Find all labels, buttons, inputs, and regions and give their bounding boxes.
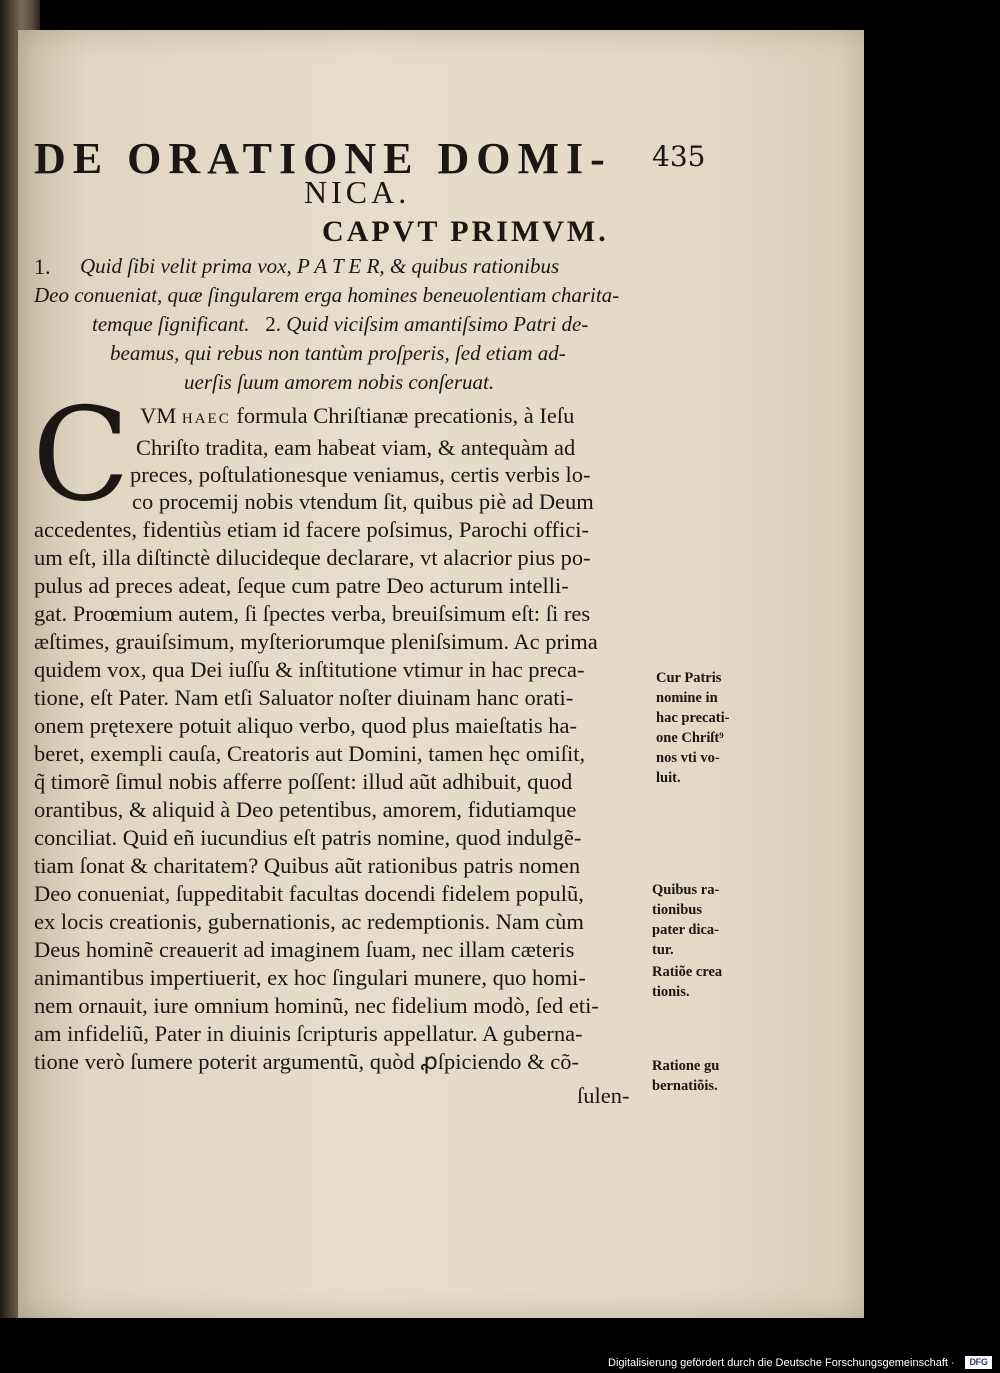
margin-note-line: one Chriſt⁹	[656, 730, 724, 746]
page-title: DE ORATIONE DOMI-	[34, 134, 612, 183]
body-line: q̃ timorẽ ſimul nobis afferre poſſent: illud aũt adhibuit, quod	[34, 769, 573, 794]
body-line: Deus hominẽ creauerit ad imaginem ſuam, nec illam cæteris	[34, 937, 575, 962]
margin-note-line: tionis.	[652, 984, 690, 1000]
body-line: animantibus impertiuerit, ex hoc ſingulari munere, quo homi-	[34, 965, 586, 990]
body-line: tiam ſonat & charitatem? Quibus aũt rationibus patris nomen	[34, 853, 581, 878]
body-line: gat. Proœmium autem, ſi ſpectes verba, breuiſsimum eſt: ſi res	[34, 601, 591, 626]
body-line: quidem vox, qua Dei iuſſu & inſtitutione vtimur in hac preca-	[34, 657, 585, 682]
summary-line: beamus, qui rebus non tantùm proſperis, ſed etiam ad-	[110, 341, 566, 365]
margin-note-line: Ratiõe crea	[652, 964, 723, 980]
body-line-text: formula Chriſtianæ precationis, à Ieſu	[236, 403, 575, 428]
margin-note-line: nomine in	[656, 690, 718, 706]
body-line	[140, 403, 574, 429]
body-line: Chriſto tradita, eam habeat viam, & antequàm ad	[136, 435, 576, 460]
margin-note	[652, 880, 719, 960]
body-line: co procemij nobis vtendum ſit, quibus piè ad Deum	[132, 489, 594, 514]
summary-line: Quid ſibi velit prima vox, P A T E R, & quibus rationibus	[80, 254, 560, 278]
margin-note-line: bernatiõis.	[652, 1078, 718, 1094]
body-line: orantibus, & aliquid à Deo petentibus, amorem, fidutiamque	[34, 797, 577, 822]
page-number: 435	[652, 140, 706, 173]
body-line: am infideliũ, Pater in diuinis ſcripturis appellatur. A guberna-	[34, 1021, 583, 1046]
body-line: um eſt, illa diſtinctè dilucideque declarare, vt alacrior pius po-	[34, 545, 591, 570]
margin-note-line: pater dica-	[652, 922, 719, 938]
body-line-smallcaps: HAEC	[181, 411, 231, 427]
body-line: tione, eſt Pater. Nam etſi Saluator noſter diuinam hanc orati-	[34, 685, 574, 710]
chapter-heading: CAPVT PRIMVM.	[322, 215, 609, 248]
margin-note	[652, 1056, 719, 1096]
body-line-caps: VM	[140, 403, 177, 428]
body-line: nem ornauit, iure omnium hominũ, nec fidelium modò, ſed eti-	[34, 993, 599, 1018]
drop-cap: C	[32, 381, 130, 530]
body-line: Deo conueniat, ſuppeditabit facultas docendi fidelem populũ,	[34, 881, 584, 906]
margin-note-line: Quibus ra-	[652, 882, 720, 898]
margin-note-line: tur.	[652, 942, 674, 958]
margin-note-line: Ratione gu	[652, 1058, 720, 1074]
body-line: onem prętexere potuit aliquo verbo, quod plus maieſtatis ha-	[34, 713, 577, 738]
body-line: tione verò ſumere poterit argumentũ, quòd ꝓſpiciendo & cõ-	[34, 1049, 579, 1074]
summary-line: uerſis ſuum amorem nobis conſeruat.	[184, 370, 495, 394]
summary-line-part: temque ſignificant.	[92, 312, 250, 336]
margin-note-line: Cur Patris	[656, 670, 722, 686]
body-line: ex locis creationis, gubernationis, ac redemptionis. Nam cùm	[34, 909, 584, 934]
body-line: preces, poſtulationesque veniamus, certis verbis lo-	[130, 462, 591, 487]
margin-note-line: tionibus	[652, 902, 702, 918]
body-line: conciliat. Quid eñ iucundius eſt patris nomine, quod indulgẽ-	[34, 825, 582, 850]
summary-line: Deo conueniat, quæ ſingularem erga homines beneuolentiam charita-	[34, 283, 620, 307]
margin-note-line: hac precati-	[656, 710, 730, 726]
page-title-continuation: NICA.	[304, 174, 411, 210]
body-line: beret, exempli cauſa, Creatoris aut Domini, tamen hęc omiſit,	[34, 741, 586, 766]
summary-number-1: 1.	[34, 254, 51, 279]
summary-number-2: 2.	[265, 312, 281, 336]
margin-note-line: nos vti vo-	[656, 750, 720, 766]
body-line: pulus ad preces adeat, ſeque cum patre Deo acturum intelli-	[34, 573, 569, 598]
margin-note-line: luit.	[656, 770, 681, 786]
margin-note	[652, 962, 722, 1002]
margin-note	[656, 668, 729, 788]
catchword: ſulen-	[577, 1083, 630, 1108]
body-line: æſtimes, grauiſsimum, myſteriorumque pleniſsimum. Ac prima	[34, 629, 598, 654]
dfg-logo: DFG	[965, 1356, 992, 1369]
funding-credit: Digitalisierung gefördert durch die Deutsche Forschungsgemeinschaft ·	[608, 1357, 955, 1369]
body-line: accedentes, fidentiùs etiam id facere poſsimus, Parochi offici-	[34, 517, 590, 542]
summary-line-part: Quid viciſsim amantiſsimo Patri de-	[286, 312, 589, 336]
summary-line	[92, 312, 588, 337]
